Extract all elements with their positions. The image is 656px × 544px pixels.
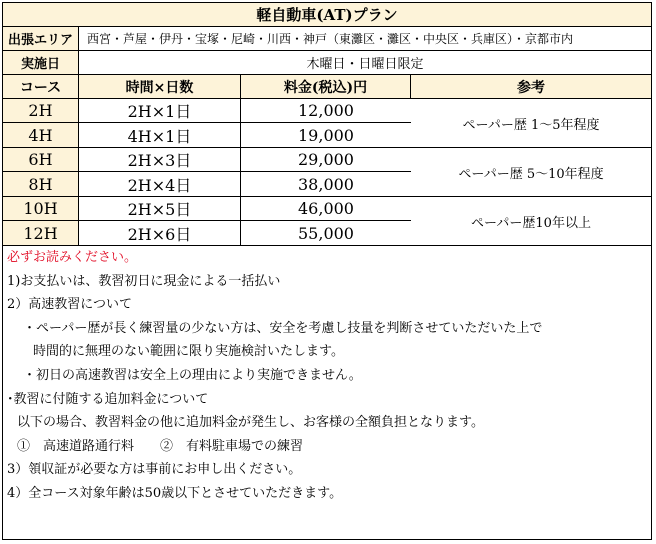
header-time: 時間×日数 [79,75,241,98]
table-header-row [3,75,651,99]
price-cell: 38,000 [298,174,354,194]
reference-note: ペーパー歴 1～5年程度 [462,117,600,133]
table-row [3,123,411,147]
course-cell: 6H [3,148,79,171]
reference-note: ペーパー歴10年以上 [471,215,591,231]
header-course: コース [3,75,79,98]
reference-note: ペーパー歴 5～10年程度 [458,166,604,182]
header-price: 料金(税込)円 [241,75,411,98]
price-cell: 29,000 [298,150,354,169]
price-cell: 12,000 [298,101,354,120]
course-cell: 4H [3,123,79,147]
note-extra-fee-title: ･教習に付随する追加料金について [7,391,209,407]
price-cell: 19,000 [298,125,354,145]
time-cell: 2H×1日 [79,99,241,122]
price-cell: 55,000 [298,223,354,243]
table-row [3,172,411,196]
note-age-limit: 4）全コース対象年齢は50歳以下とさせていただきます。 [7,485,343,501]
course-group-3 [3,197,651,246]
price-cell: 46,000 [298,199,354,218]
day-row [3,51,651,75]
days-value: 木曜日・日曜日限定 [306,57,424,72]
area-label: 出張エリア [3,27,79,50]
course-group-2 [3,148,651,197]
course-cell: 8H [3,172,79,196]
plan-title: 軽自動車(AT)プラン [3,3,651,26]
header-note: 参考 [517,79,545,96]
time-cell: 4H×1日 [79,123,241,147]
note-extra-fee-items: ① 高速道路通行料 ② 有料駐車場での練習 [17,438,304,454]
time-cell: 2H×6日 [79,221,241,245]
course-cell: 2H [3,99,79,122]
notes-section [3,246,651,506]
title-row [3,3,651,27]
time-cell: 2H×3日 [79,148,241,171]
area-row [3,27,651,51]
table-row [3,221,411,245]
notes-heading: 必ずお読みください。 [7,250,138,265]
days-label: 実施日 [3,51,79,74]
note-highway-detail: ・ペーパー歴が長く練習量の少ない方は、安全を考慮し技量を判断させていただいた上で [23,320,543,336]
table-row [3,197,411,221]
note-highway-detail-cont: 時間的に無理のない範囲に限り実施検討いたします。 [33,344,344,360]
time-cell: 2H×5日 [79,197,241,220]
note-highway-title: 2）高速教習について [7,297,133,313]
note-receipt: 3）領収証が必要な方は事前にお申し出ください。 [7,462,302,478]
note-extra-fee-detail: 以下の場合、教習料金の他に追加料金が発生し、お客様の全額負担となります。 [17,415,484,431]
area-value: 西宮・芦屋・伊丹・宝塚・尼崎・川西・神戸（東灘区・灘区・中央区・兵庫区）・京都市内 [87,32,574,46]
plan-sheet [2,2,652,540]
note-payment: 1)お支払いは、教習初日に現金による一括払い [7,273,281,289]
table-row [3,148,411,172]
course-cell: 12H [3,221,79,245]
course-group-1 [3,99,651,148]
note-highway-first-day: ・初日の高速教習は安全上の理由により実施できません。 [23,367,362,383]
time-cell: 2H×4日 [79,172,241,196]
course-cell: 10H [3,197,79,220]
table-row [3,99,411,123]
